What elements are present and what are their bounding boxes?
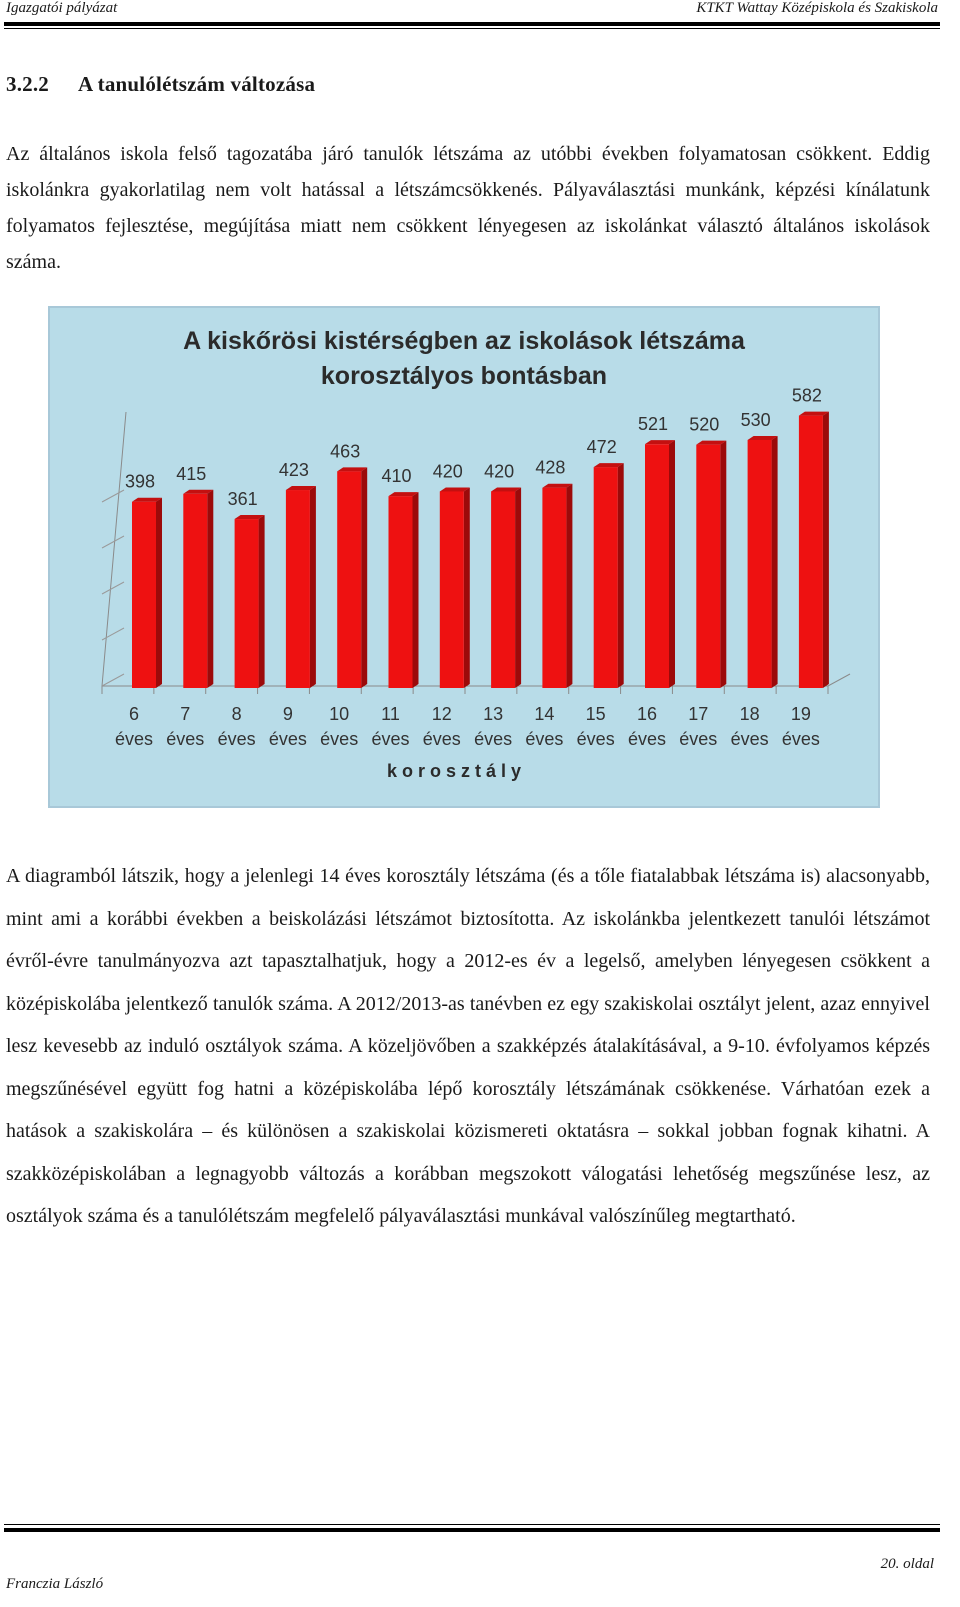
x-tick-label: 6	[128, 704, 140, 724]
chart-side-tick	[102, 490, 124, 502]
bar	[132, 502, 156, 688]
x-tick-unit-label: éves	[217, 729, 256, 749]
bar-side	[310, 486, 316, 688]
bar-side	[566, 484, 572, 688]
bar	[235, 519, 259, 688]
x-axis-title: k o r o s z t á l y	[386, 761, 522, 781]
bar	[799, 416, 823, 688]
x-tick-label: 19	[790, 704, 811, 724]
chart-side-tick	[102, 536, 124, 548]
bar-side	[361, 467, 367, 688]
x-tick-label: 17	[688, 704, 709, 724]
chart-axis-frame	[102, 409, 850, 686]
data-label: 415	[176, 463, 207, 484]
data-label: 423	[278, 460, 309, 481]
data-label: 463	[330, 441, 361, 462]
bar-side	[259, 515, 265, 688]
bar	[337, 471, 361, 688]
bar	[440, 491, 464, 688]
x-tick-unit-label: éves	[114, 729, 154, 749]
bar-side	[413, 492, 419, 688]
bar	[645, 444, 669, 688]
bar-side	[772, 436, 778, 688]
x-tick-unit-label: éves	[679, 729, 718, 749]
bar	[389, 496, 413, 688]
footer-rule-thick	[4, 1528, 940, 1532]
section-heading	[6, 72, 315, 97]
chart-side-tick	[102, 582, 124, 594]
x-tick-label: 11	[381, 704, 400, 724]
bar	[183, 494, 207, 688]
x-tick-label: 10	[329, 704, 350, 724]
bar-side	[156, 498, 162, 688]
header-rule-thick	[4, 22, 940, 26]
bar-side	[464, 487, 470, 688]
section-number: 3.2.2	[6, 72, 49, 96]
page-number: 20. oldal	[880, 1556, 934, 1572]
x-tick-unit-label: éves	[730, 729, 769, 749]
data-label: 472	[586, 437, 617, 458]
x-tick-label: 18	[739, 704, 760, 724]
footer-author: Franczia László	[6, 1576, 104, 1592]
data-label: 420	[432, 461, 463, 482]
data-label: 398	[124, 471, 156, 492]
data-label: 582	[791, 385, 822, 406]
x-tick-label: 8	[231, 704, 242, 724]
bar	[748, 440, 772, 688]
footer-rule-thin	[4, 1524, 940, 1525]
header-right-text: KTKT Wattay Középiskola és Szakiskola	[696, 0, 938, 16]
bar	[594, 467, 618, 688]
x-tick-unit-label: éves	[371, 729, 410, 749]
paragraph-analysis: A diagramból látszik, hogy a jelenlegi 14 éves korosztály létszáma (és a tőle fiatalabbak létszáma is) alacsonyabb, mint ami a korábbi években a beiskolázási létszámot biztosította. Az iskolánkba jelentkezett tanulói létszámot évről-évre tanulmányozva azt tapasztalhatjuk, hogy a 2012-es év a legelső, amelyben lényegesen csökkent a középiskolába jelentkező tanulók száma. A 2012/2013-as tanévben ez egy szakiskolai osztályt jelent, azaz ennyivel lesz kevesebb az induló osztályok száma. A közeljövőben a szakképzés átalakításával, a 9-10. évfolyamos képzés megszűnésével együtt fog hatni a középiskolába lépő korosztály létszámának csökkenése. Várhatóan ezek a hatások a szakiskolára – és különösen a szakiskolai közismereti oktatásra – sokkal jobban fognak kihatni. A szakközépiskolában a legnagyobb változás a korábban megszokott válogatási lehetőség megszűnése lesz, az osztályok száma és a tanulólétszám megfelelő pályaválasztási munkával valószínűleg megtartható.	[6, 865, 930, 1227]
x-tick-unit-label: éves	[320, 729, 359, 749]
bar	[286, 490, 310, 688]
x-tick-label: 12	[431, 704, 452, 724]
bar	[542, 488, 566, 688]
bar-side	[618, 463, 624, 688]
page-header	[6, 0, 938, 22]
x-tick-unit-label: éves	[268, 729, 307, 749]
bar-chart	[48, 306, 880, 808]
data-label: 428	[535, 457, 566, 478]
chart-side-tick	[102, 674, 124, 686]
chart-title-line-1: A kiskőrösi kistérségben az iskolások létszáma	[183, 327, 745, 355]
data-label: 361	[227, 489, 258, 510]
x-tick-label: 13	[483, 704, 504, 724]
data-label: 410	[381, 466, 412, 487]
x-tick-unit-label: éves	[627, 729, 667, 749]
bar-side	[207, 490, 213, 688]
header-rule-thin	[4, 28, 940, 29]
chart-side-tick	[102, 628, 124, 640]
data-label: 530	[740, 409, 771, 430]
data-label: 520	[689, 414, 720, 435]
bar-side	[515, 487, 521, 688]
x-tick-unit-label: éves	[781, 729, 820, 749]
x-tick-label: 14	[534, 704, 555, 724]
header-left-text: Igazgatói pályázat	[6, 0, 118, 16]
bar-side	[669, 440, 675, 688]
x-tick-unit-label: éves	[576, 729, 615, 749]
x-tick-label: 9	[282, 704, 293, 724]
bar-side	[823, 412, 829, 688]
x-tick-unit-label: éves	[422, 729, 461, 749]
section-title: A tanulólétszám változása	[78, 72, 316, 96]
x-tick-unit-label: éves	[166, 729, 205, 749]
data-label: 420	[484, 461, 515, 482]
chart-plot	[50, 308, 878, 806]
x-tick-unit-label: éves	[525, 729, 564, 749]
chart-title-line-2: korosztályos bontásban	[320, 362, 608, 390]
bar	[696, 445, 720, 688]
x-tick-unit-label: éves	[474, 729, 513, 749]
x-tick-label: 7	[180, 704, 191, 724]
bar-side	[720, 441, 726, 688]
x-tick-label: 16	[636, 704, 658, 724]
x-tick-label: 15	[585, 704, 606, 724]
bar	[491, 491, 515, 688]
paragraph-intro: Az általános iskola felső tagozatába járó tanulók létszáma az utóbbi években folyamatosan csökkent. Eddig iskolánkra gyakorlatilag nem volt hatással a létszámcsökkenés. Pályaválasztási munkánk, képzési kínálatunk folyamatos fejlesztése, megújítása miatt nem csökkent lényegesen az iskolánkat választó általános iskolások száma.	[6, 143, 930, 273]
data-label: 521	[637, 414, 669, 435]
